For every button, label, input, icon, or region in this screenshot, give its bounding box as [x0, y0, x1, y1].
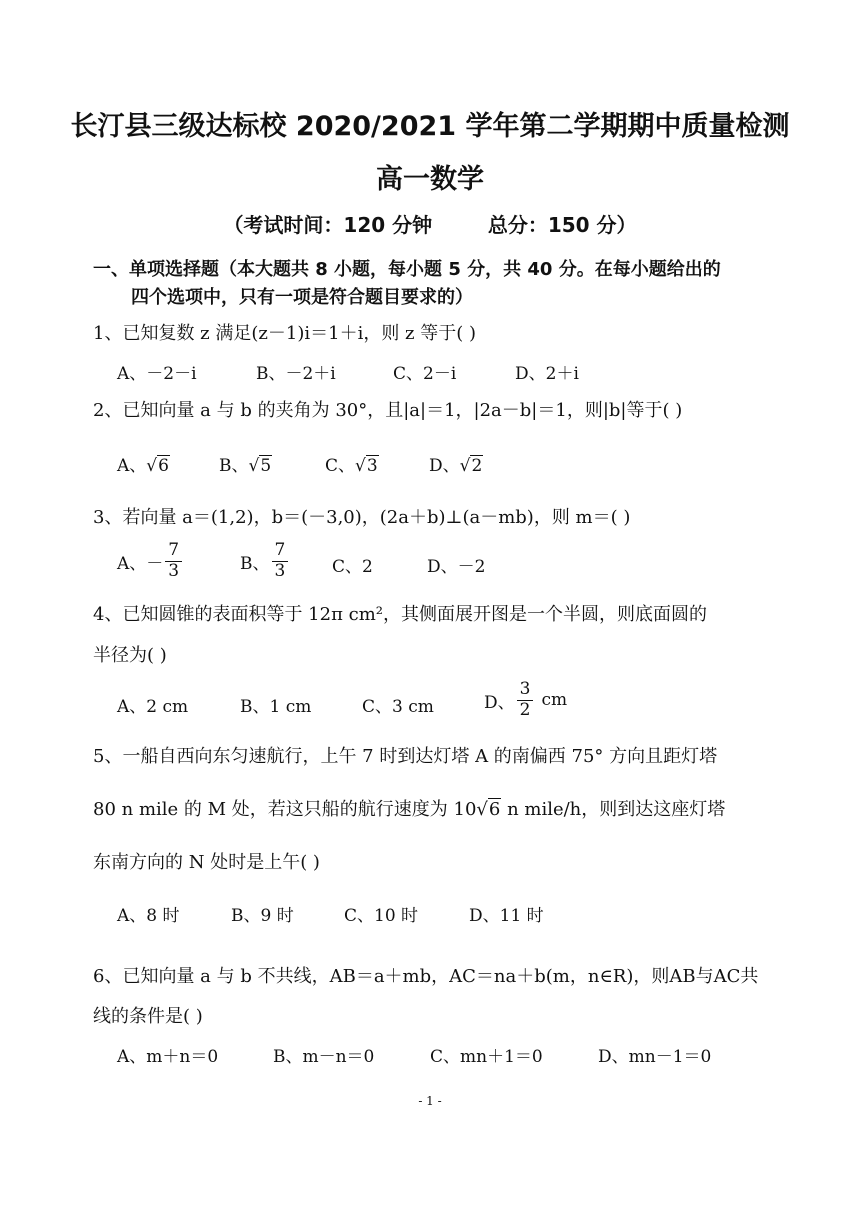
question-4-stem-line1: 4、已知圆锥的表面积等于 12π cm²，其侧面展开图是一个半圆，则底面圆的 — [93, 604, 707, 625]
q2-option-b-label: B、 — [219, 456, 249, 476]
q1-option-d: D、2＋i — [515, 364, 579, 384]
q6-option-b: B、m－n＝0 — [273, 1047, 375, 1067]
q1-option-b: B、－2＋i — [256, 364, 336, 384]
q3-option-a — [117, 541, 184, 581]
q4-option-d-denominator: 2 — [519, 699, 531, 720]
question-5-line2-pre: 80 n mile 的 M 处，若这只船的航行速度为 10 — [93, 799, 477, 820]
q3-option-b-numerator: 7 — [272, 541, 289, 562]
q2-option-d: D、√2 — [429, 456, 483, 476]
q3-option-a-fraction — [165, 541, 182, 581]
q3-option-b-fraction — [272, 541, 289, 581]
question-5-line3: 东南方向的 N 处时是上午( ) — [93, 852, 320, 873]
q6-option-a: A、m＋n＝0 — [117, 1047, 219, 1067]
q2-option-b: B、√5 — [219, 456, 272, 476]
question-6-stem-line2: 线的条件是( ) — [93, 1006, 203, 1027]
q3-option-b-denominator: 3 — [274, 560, 286, 581]
question-6-stem-line1: 6、已知向量 a 与 b 不共线，AB＝a＋mb，AC＝na＋b(m，n∈R)，则AB与AC共 — [93, 966, 759, 987]
q4-option-d-unit: cm — [541, 690, 568, 711]
q2-option-a-label: A、 — [117, 456, 147, 476]
question-5-line2-post: n mile/h，则到达这座灯塔 — [501, 799, 726, 820]
q3-option-d: D、－2 — [427, 557, 486, 577]
question-1-stem: 1、已知复数 z 满足(z－1)i＝1＋i，则 z 等于( ) — [93, 323, 477, 344]
q6-option-d: D、mn－1＝0 — [598, 1047, 712, 1067]
q2-option-d-radicand: 2 — [471, 456, 483, 476]
q3-option-a-numerator: 7 — [165, 541, 182, 562]
q5-option-c: C、10 时 — [344, 906, 419, 926]
q3-option-b-label: B、 — [240, 553, 270, 574]
q4-option-c: C、3 cm — [362, 697, 434, 717]
q4-option-d-fraction — [517, 680, 534, 720]
q1-option-c: C、2－i — [393, 364, 457, 384]
section-heading-line1: 一、单项选择题（本大题共 8 小题，每小题 5 分，共 40 分。在每小题给出的 — [93, 259, 721, 280]
q4-option-b: B、1 cm — [240, 697, 312, 717]
q5-option-b: B、9 时 — [231, 906, 294, 926]
q2-option-c-label: C、 — [325, 456, 356, 476]
question-4-stem-line2: 半径为( ) — [93, 645, 167, 666]
q5-option-a: A、8 时 — [117, 906, 180, 926]
q2-option-c-radicand: 3 — [366, 456, 378, 476]
q2-option-a-radicand: 6 — [158, 456, 169, 476]
question-2-stem: 2、已知向量 a 与 b 的夹角为 30°，且|a|＝1，|2a－b|＝1，则|b|等于( ) — [93, 400, 683, 421]
q4-option-d-numerator: 3 — [517, 680, 534, 701]
q1-option-a: A、－2－i — [117, 364, 197, 384]
q2-option-b-radicand: 5 — [260, 456, 272, 476]
q2-option-c: C、√3 — [325, 456, 378, 476]
subject-title: 高一数学 — [376, 164, 484, 195]
section-heading-line2: 四个选项中，只有一项是符合题目要求的） — [131, 287, 473, 308]
q2-option-d-label: D、 — [429, 456, 460, 476]
question-5-line2: 80 n mile 的 M 处，若这只船的航行速度为 10√6 n mile/h，则到达这座灯塔 — [93, 799, 726, 820]
page-number: - 1 - — [418, 1094, 442, 1108]
q4-option-d — [484, 680, 567, 720]
q2-option-a: A、√6 — [117, 456, 169, 476]
q3-option-b — [240, 541, 290, 581]
question-3-stem: 3、若向量 a＝(1,2)，b＝(－3,0)，(2a＋b)⊥(a－mb)，则 m＝( ) — [93, 507, 631, 528]
q4-option-d-label: D、 — [484, 692, 515, 713]
q3-option-a-label: A、－ — [117, 553, 164, 574]
q4-option-a: A、2 cm — [117, 697, 189, 717]
question-5-line1: 5、一船自西向东匀速航行，上午 7 时到达灯塔 A 的南偏西 75° 方向且距灯塔 — [93, 746, 718, 767]
q3-option-c: C、2 — [332, 557, 373, 577]
q5-option-d: D、11 时 — [469, 906, 544, 926]
document-title: 长汀县三级达标校 2020/2021 学年第二学期期中质量检测 — [70, 111, 790, 142]
q6-option-c: C、mn＋1＝0 — [430, 1047, 543, 1067]
q3-option-a-denominator: 3 — [168, 560, 180, 581]
exam-info: （考试时间：120 分钟 总分：150 分） — [223, 213, 637, 237]
question-5-speed-radicand: 6 — [488, 799, 501, 820]
